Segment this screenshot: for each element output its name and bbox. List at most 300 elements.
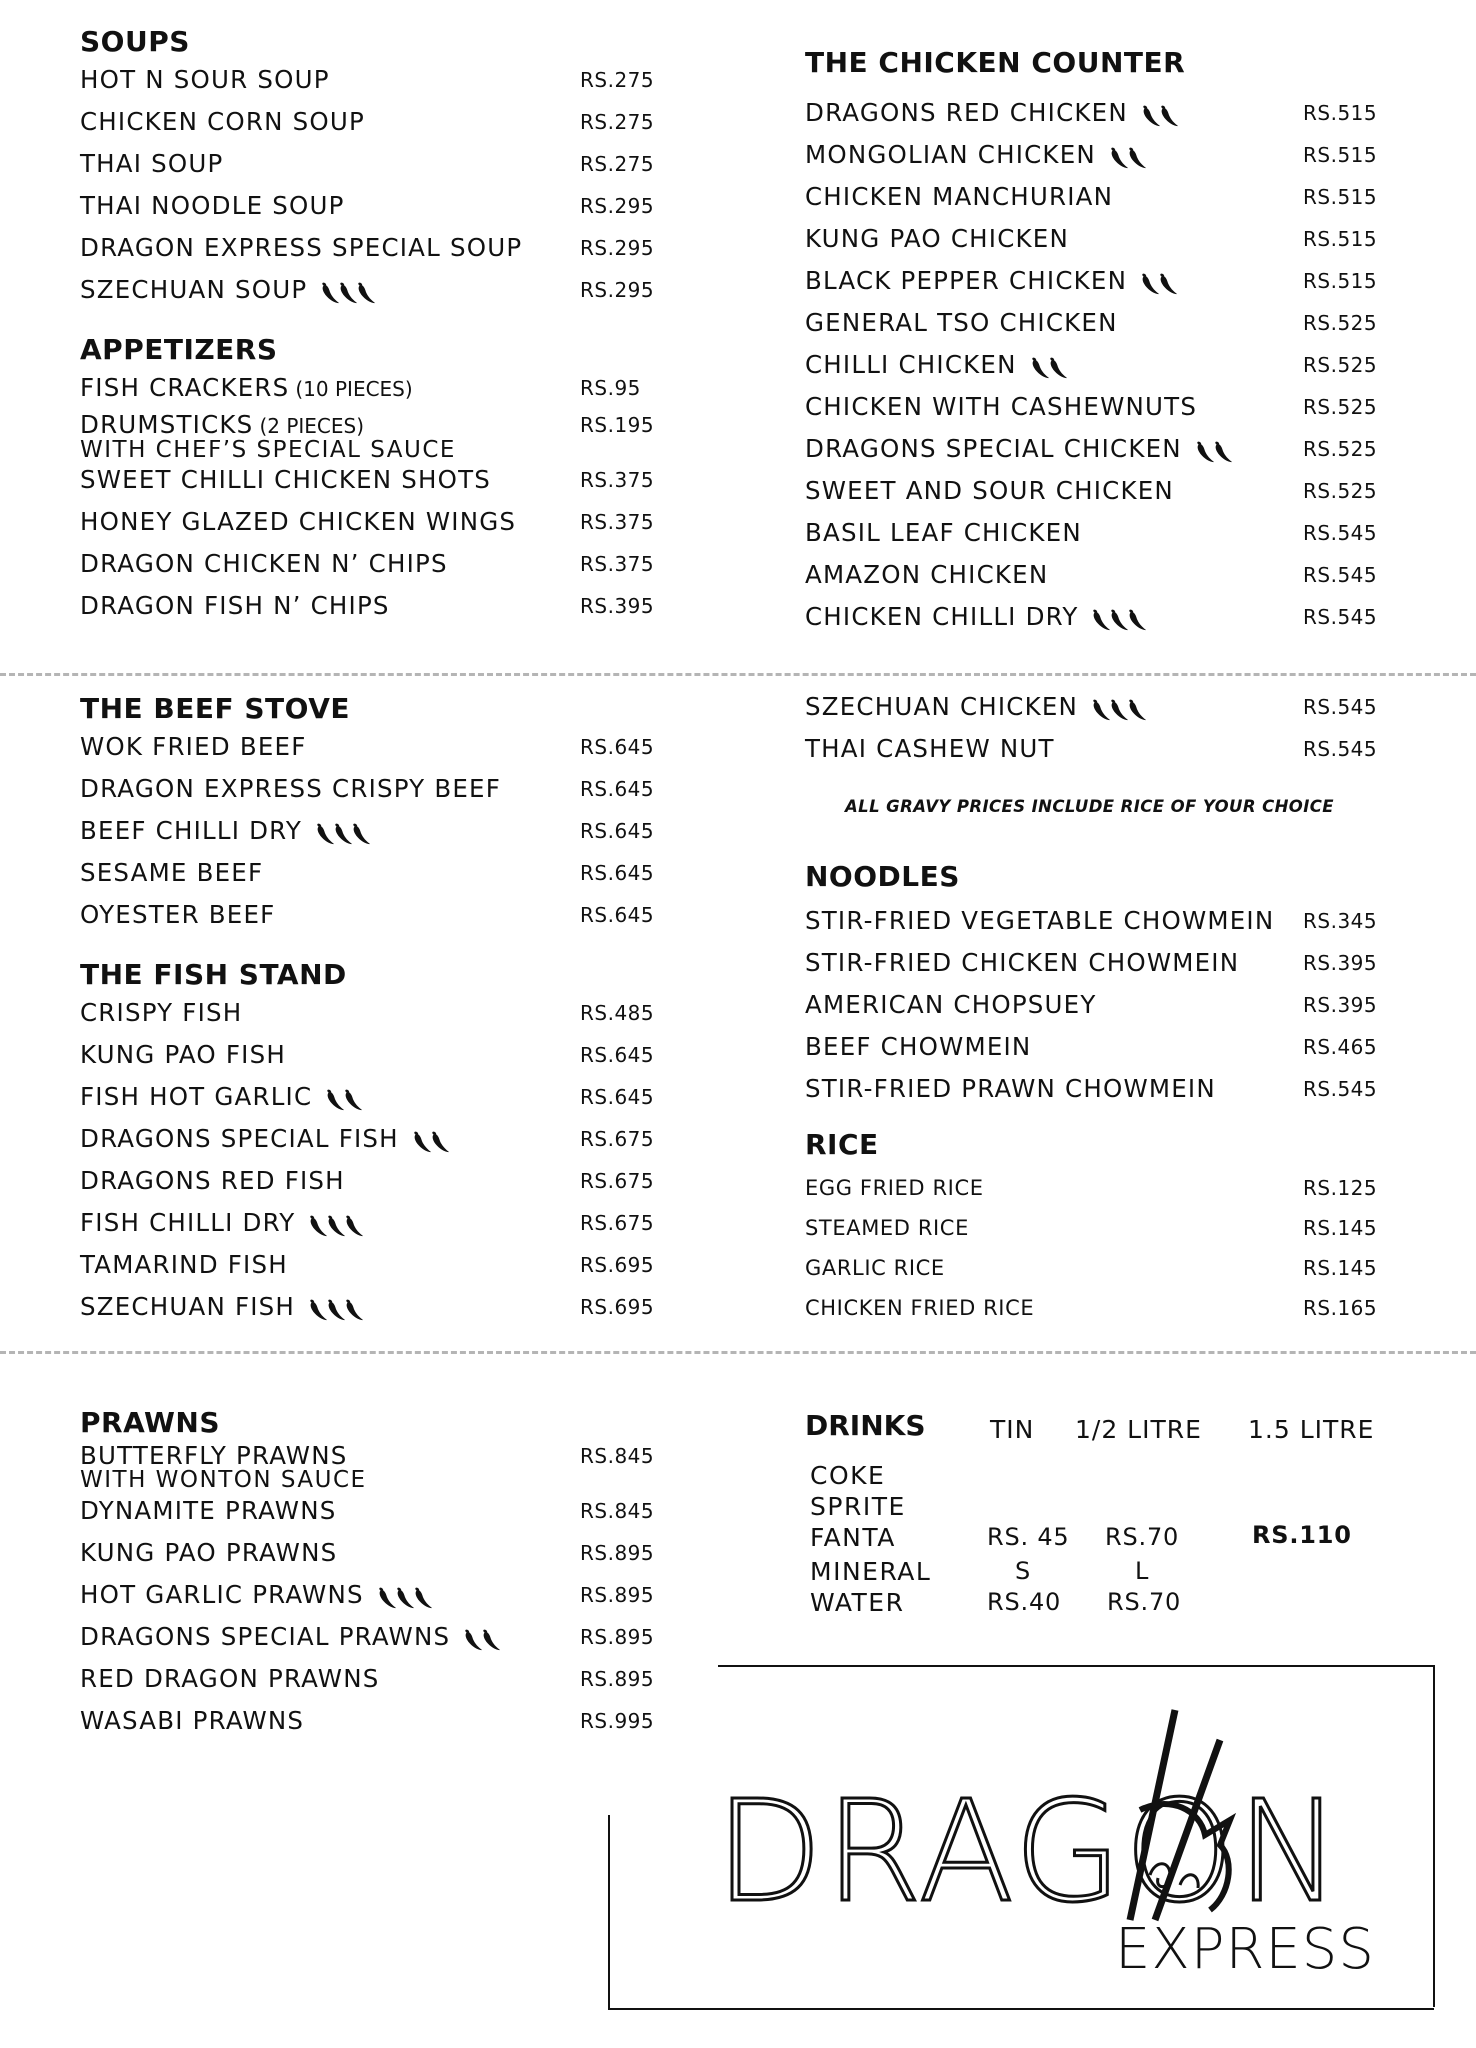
spice-level-icons	[314, 818, 368, 846]
menu-item-price: RS.645	[580, 903, 655, 927]
menu-item	[80, 810, 660, 852]
menu-item	[80, 992, 660, 1034]
dish-name: HOT GARLIC PRAWNS	[80, 1580, 364, 1609]
section-heading: RICE	[805, 1128, 879, 1161]
menu-item-price: RS.545	[1303, 605, 1378, 629]
dish-name: WASABI PRAWNS	[80, 1706, 305, 1735]
dish-name: FISH CHILLI DRY	[80, 1208, 296, 1237]
menu-item-name	[805, 728, 1055, 770]
menu-item	[80, 459, 660, 501]
dish-name: BASIL LEAF CHICKEN	[805, 518, 1082, 547]
drink-fanta: FANTA	[810, 1523, 896, 1552]
menu-item	[805, 984, 1395, 1026]
dish-name: CHICKEN CHILLI DRY	[805, 602, 1079, 631]
spice-level-icons	[307, 1210, 361, 1238]
menu-item-price: RS.995	[580, 1709, 655, 1733]
menu-item-name	[80, 1076, 360, 1118]
menu-item-price: RS.545	[1303, 695, 1378, 719]
menu-item-name	[80, 894, 275, 936]
dish-name: GENERAL TSO CHICKEN	[805, 308, 1118, 337]
menu-item	[805, 1068, 1395, 1110]
menu-item	[805, 386, 1395, 428]
menu-item-price: RS.125	[1303, 1176, 1378, 1200]
dish-name: SZECHUAN FISH	[80, 1292, 296, 1321]
menu-item	[80, 1202, 660, 1244]
dish-name: SESAME BEEF	[80, 858, 264, 887]
section-heading: THE CHICKEN COUNTER	[805, 46, 1186, 79]
dish-name: CRISPY FISH	[80, 998, 243, 1027]
chilli-icon	[343, 1297, 365, 1323]
menu-item-name	[80, 1574, 430, 1616]
section-heading: THE BEEF STOVE	[80, 692, 350, 725]
menu-item	[805, 728, 1395, 770]
dish-name: AMAZON CHICKEN	[805, 560, 1049, 589]
dish-name: CHICKEN WITH CASHEWNUTS	[805, 392, 1198, 421]
dish-name: DRAGON FISH N’ CHIPS	[80, 591, 390, 620]
menu-item-price: RS.485	[580, 1001, 655, 1025]
menu-item	[80, 269, 660, 311]
dish-subtitle: WITH CHEF’S SPECIAL SAUCE	[80, 437, 456, 463]
menu-item	[805, 134, 1395, 176]
price-tin: RS. 45	[987, 1523, 1070, 1551]
dish-name: DRAGON CHICKEN N’ CHIPS	[80, 549, 448, 578]
menu-item-price: RS.545	[1303, 563, 1378, 587]
menu-list	[805, 1168, 1395, 1328]
drink-coke: COKE	[810, 1461, 886, 1490]
menu-item-price: RS.695	[580, 1253, 655, 1277]
menu-item-name	[805, 386, 1197, 428]
chilli-icon	[350, 821, 372, 847]
menu-item-name	[805, 1248, 945, 1288]
dish-name: SZECHUAN CHICKEN	[805, 692, 1079, 721]
spice-level-icons	[1140, 100, 1176, 128]
menu-item-name	[80, 1202, 361, 1244]
drinks-section	[805, 1408, 1405, 1638]
menu-item	[805, 344, 1395, 386]
menu-item	[80, 1160, 660, 1202]
menu-item	[80, 185, 660, 227]
price-one-half-litre: RS.110	[1252, 1521, 1352, 1549]
menu-item-price: RS.895	[580, 1583, 655, 1607]
soups-section	[80, 25, 660, 311]
menu-item-price: RS.675	[580, 1169, 655, 1193]
menu-item-name	[80, 1700, 304, 1742]
menu-item-price: RS.195	[580, 413, 655, 437]
water-size-small: S	[1015, 1557, 1032, 1585]
menu-item-name	[80, 143, 224, 185]
menu-item-name	[80, 768, 501, 810]
dish-name: BUTTERFLY PRAWNS	[80, 1441, 348, 1470]
spice-level-icons	[1194, 436, 1230, 464]
menu-item-price: RS.95	[580, 376, 641, 400]
menu-list	[80, 992, 660, 1328]
menu-item-name	[805, 900, 1274, 942]
menu-item	[805, 260, 1395, 302]
spice-level-icons	[1139, 268, 1175, 296]
menu-item-name	[805, 1168, 984, 1208]
menu-item	[805, 470, 1395, 512]
dragon-express-logo	[700, 1700, 1380, 2000]
menu-item	[805, 302, 1395, 344]
menu-item	[80, 367, 660, 409]
dish-name: DRAGONS SPECIAL PRAWNS	[80, 1622, 451, 1651]
chilli-icon	[1126, 145, 1148, 171]
menu-item-name	[805, 1026, 1031, 1068]
menu-item	[80, 894, 660, 936]
menu-list	[805, 686, 1395, 770]
menu-item-price: RS.645	[580, 777, 655, 801]
menu-item-name	[80, 1286, 361, 1328]
menu-item-name	[80, 101, 365, 143]
menu-item	[80, 1034, 660, 1076]
dish-name: CHICKEN CORN SOUP	[80, 107, 365, 136]
menu-item-price: RS.515	[1303, 269, 1378, 293]
menu-item-name	[80, 269, 373, 311]
menu-item	[80, 1532, 660, 1574]
dish-name: DRAGON EXPRESS CRISPY BEEF	[80, 774, 501, 803]
menu-item	[805, 1248, 1395, 1288]
dish-name: HONEY GLAZED CHICKEN WINGS	[80, 507, 517, 536]
logo-word: DRAGON	[715, 1771, 1344, 1934]
water-price-large: RS.70	[1107, 1588, 1182, 1616]
price-half-litre: RS.70	[1105, 1523, 1180, 1551]
menu-item	[805, 512, 1395, 554]
drinks-col-half-litre: 1/2 LITRE	[1075, 1415, 1202, 1444]
menu-item-name	[80, 1490, 337, 1532]
menu-item-price: RS.645	[580, 819, 655, 843]
dish-name: EGG FRIED RICE	[805, 1176, 984, 1200]
menu-item	[80, 726, 660, 768]
menu-item-price: RS.895	[580, 1625, 655, 1649]
section-heading: SOUPS	[80, 25, 190, 58]
menu-list	[80, 367, 660, 627]
menu-item-price: RS.895	[580, 1541, 655, 1565]
menu-item	[805, 1026, 1395, 1068]
menu-item	[805, 428, 1395, 470]
drinks-col-tin: TIN	[990, 1415, 1035, 1444]
menu-item	[805, 1288, 1395, 1328]
logo-subtitle: EXPRESS	[1115, 1917, 1375, 1982]
dish-name: BLACK PEPPER CHICKEN	[805, 266, 1128, 295]
menu-item-price: RS.395	[1303, 951, 1378, 975]
menu-item-name	[80, 227, 522, 269]
menu-item-price: RS.375	[580, 468, 655, 492]
menu-item-name	[80, 1118, 447, 1160]
chicken-section	[805, 46, 1395, 638]
prawns-section	[80, 1406, 660, 1742]
chilli-icon	[412, 1585, 434, 1611]
menu-item	[805, 218, 1395, 260]
menu-item-name	[805, 428, 1230, 470]
menu-item-name	[805, 92, 1176, 134]
menu-item-price: RS.545	[1303, 737, 1378, 761]
menu-item	[805, 900, 1395, 942]
menu-item-price: RS.145	[1303, 1256, 1378, 1280]
dish-name: SWEET AND SOUR CHICKEN	[805, 476, 1174, 505]
spice-level-icons	[411, 1126, 447, 1154]
dish-name: GARLIC RICE	[805, 1256, 945, 1280]
menu-item-name	[805, 218, 1069, 260]
menu-item	[80, 409, 660, 463]
menu-item-name	[80, 992, 242, 1034]
menu-item-price: RS.295	[580, 236, 655, 260]
dish-name: STIR-FRIED VEGETABLE CHOWMEIN	[805, 906, 1275, 935]
menu-item-price: RS.675	[580, 1127, 655, 1151]
menu-item-price: RS.275	[580, 152, 655, 176]
dish-name: SZECHUAN SOUP	[80, 275, 308, 304]
menu-item-price: RS.645	[580, 1085, 655, 1109]
spice-level-icons	[319, 277, 373, 305]
spice-level-icons	[376, 1582, 430, 1610]
menu-item-price: RS.545	[1303, 1077, 1378, 1101]
menu-item	[80, 543, 660, 585]
menu-item	[80, 227, 660, 269]
menu-item-price: RS.395	[1303, 993, 1378, 1017]
dish-name: STEAMED RICE	[805, 1216, 969, 1240]
drink-sprite: SPRITE	[810, 1492, 906, 1521]
menu-item-price: RS.515	[1303, 227, 1378, 251]
dish-name: KUNG PAO CHICKEN	[805, 224, 1069, 253]
menu-item	[80, 1440, 660, 1493]
menu-item	[805, 686, 1395, 728]
rice-section	[805, 1128, 1395, 1328]
menu-item	[80, 1616, 660, 1658]
menu-item-price: RS.845	[580, 1444, 655, 1468]
menu-item	[80, 101, 660, 143]
menu-item-name	[805, 942, 1239, 984]
spice-level-icons	[307, 1294, 361, 1322]
menu-item-price: RS.165	[1303, 1296, 1378, 1320]
section-heading: THE FISH STAND	[80, 958, 347, 991]
spice-level-icons	[1029, 352, 1065, 380]
menu-item	[80, 768, 660, 810]
menu-item-name	[805, 302, 1118, 344]
menu-item-name	[80, 59, 330, 101]
menu-item-price: RS.645	[580, 1043, 655, 1067]
drinks-heading: DRINKS	[805, 1409, 926, 1442]
menu-item-price: RS.645	[580, 861, 655, 885]
menu-item	[805, 1208, 1395, 1248]
dish-name: THAI SOUP	[80, 149, 224, 178]
menu-item-name	[805, 984, 1097, 1026]
menu-item	[805, 554, 1395, 596]
menu-item-name	[805, 134, 1144, 176]
menu-item-name	[805, 1288, 1034, 1328]
menu-item-name	[80, 1441, 367, 1493]
menu-item-name	[80, 185, 345, 227]
menu-item	[80, 1658, 660, 1700]
menu-item-price: RS.695	[580, 1295, 655, 1319]
dish-name: DRAGON EXPRESS SPECIAL SOUP	[80, 233, 523, 262]
dish-name: STIR-FRIED CHICKEN CHOWMEIN	[805, 948, 1240, 977]
dish-name: CHICKEN MANCHURIAN	[805, 182, 1114, 211]
section-heading: NOODLES	[805, 860, 960, 893]
drinks-col-one-half-litre: 1.5 LITRE	[1248, 1415, 1375, 1444]
menu-list	[80, 726, 660, 936]
spice-level-icons	[462, 1624, 498, 1652]
menu-item-price: RS.895	[580, 1667, 655, 1691]
menu-list	[805, 92, 1395, 638]
dish-name: OYESTER BEEF	[80, 900, 276, 929]
dish-name: BEEF CHOWMEIN	[805, 1032, 1032, 1061]
menu-item-name	[80, 1244, 288, 1286]
dish-name: KUNG PAO PRAWNS	[80, 1538, 338, 1567]
menu-item-price: RS.645	[580, 735, 655, 759]
dish-subtitle: WITH WONTON SAUCE	[80, 1467, 367, 1493]
chilli-icon	[343, 1213, 365, 1239]
portion-qualifier: (10 PIECES)	[295, 377, 413, 401]
menu-item	[805, 942, 1395, 984]
menu-item-name	[80, 1616, 498, 1658]
fish-section	[80, 958, 660, 1328]
menu-item-price: RS.275	[580, 110, 655, 134]
menu-item-name	[80, 1658, 380, 1700]
chilli-icon	[1126, 697, 1148, 723]
menu-item	[80, 1244, 660, 1286]
menu-item-price: RS.525	[1303, 437, 1378, 461]
dish-name: THAI NOODLE SOUP	[80, 191, 345, 220]
dish-name: CHICKEN FRIED RICE	[805, 1296, 1035, 1320]
menu-item	[80, 1574, 660, 1616]
menu-item-name	[805, 512, 1082, 554]
menu-item	[80, 501, 660, 543]
menu-item-price: RS.845	[580, 1499, 655, 1523]
menu-item-price: RS.375	[580, 510, 655, 534]
dish-name: CHILLI CHICKEN	[805, 350, 1017, 379]
menu-item-name	[80, 1532, 337, 1574]
section-heading: APPETIZERS	[80, 333, 278, 366]
chilli-icon	[1047, 355, 1069, 381]
menu-item	[805, 92, 1395, 134]
menu-item-price: RS.515	[1303, 101, 1378, 125]
menu-item	[80, 1118, 660, 1160]
dish-name: DYNAMITE PRAWNS	[80, 1496, 337, 1525]
menu-item-price: RS.275	[580, 68, 655, 92]
beef-section	[80, 692, 660, 936]
dish-name: FISH HOT GARLIC	[80, 1082, 313, 1111]
section-heading: PRAWNS	[80, 1406, 220, 1439]
menu-item-price: RS.295	[580, 278, 655, 302]
water-size-large: L	[1135, 1557, 1150, 1585]
menu-list	[80, 1440, 660, 1742]
spice-level-icons	[1108, 142, 1144, 170]
menu-item-name	[80, 585, 390, 627]
spice-level-icons	[324, 1084, 360, 1112]
menu-item	[80, 143, 660, 185]
menu-item-price: RS.145	[1303, 1216, 1378, 1240]
dish-name: STIR-FRIED PRAWN CHOWMEIN	[805, 1074, 1216, 1103]
menu-item-price: RS.675	[580, 1211, 655, 1235]
menu-item	[80, 1286, 660, 1328]
dish-name: TAMARIND FISH	[80, 1250, 288, 1279]
menu-item-price: RS.525	[1303, 311, 1378, 335]
chilli-icon	[429, 1129, 451, 1155]
menu-item	[805, 596, 1395, 638]
menu-item-price: RS.525	[1303, 395, 1378, 419]
menu-item-name	[805, 1208, 969, 1248]
drink-mineral: MINERAL	[810, 1557, 932, 1586]
drink-water: WATER	[810, 1588, 905, 1617]
menu-list	[80, 59, 660, 311]
menu-list	[805, 900, 1395, 1110]
menu-item-price: RS.525	[1303, 479, 1378, 503]
menu-item-name	[80, 367, 413, 410]
appetizers-section	[80, 333, 660, 627]
dish-name: SWEET CHILLI CHICKEN SHOTS	[80, 465, 492, 494]
menu-item	[80, 59, 660, 101]
menu-item-name	[80, 543, 448, 585]
chilli-icon	[1212, 439, 1234, 465]
menu-item-name	[805, 554, 1048, 596]
chilli-icon	[1157, 271, 1179, 297]
menu-item-price: RS.515	[1303, 143, 1378, 167]
menu-item-name	[80, 810, 368, 852]
right-column	[805, 0, 1395, 1400]
menu-item	[80, 852, 660, 894]
dish-name: FISH CRACKERS	[80, 373, 290, 402]
menu-item	[805, 176, 1395, 218]
dish-name: DRAGONS RED CHICKEN	[805, 98, 1128, 127]
menu-item-name	[80, 1160, 345, 1202]
noodles-section	[805, 860, 1395, 1110]
menu-item-name	[805, 1068, 1216, 1110]
menu-item	[80, 585, 660, 627]
menu-item-price: RS.395	[580, 594, 655, 618]
menu-item-name	[80, 726, 307, 768]
spice-level-icons	[1090, 604, 1144, 632]
menu-item-name	[805, 470, 1174, 512]
menu-item-name	[805, 176, 1113, 218]
menu-item-price: RS.295	[580, 194, 655, 218]
dish-name: AMERICAN CHOPSUEY	[805, 990, 1097, 1019]
dish-name: THAI CASHEW NUT	[805, 734, 1055, 763]
menu-item-price: RS.465	[1303, 1035, 1378, 1059]
menu-item-price: RS.525	[1303, 353, 1378, 377]
dish-name: BEEF CHILLI DRY	[80, 816, 303, 845]
menu-item	[80, 1490, 660, 1532]
water-price-small: RS.40	[987, 1588, 1062, 1616]
menu-item-name	[80, 852, 263, 894]
menu-item-name	[805, 596, 1144, 638]
dish-name: RED DRAGON PRAWNS	[80, 1664, 380, 1693]
dish-name: DRUMSTICKS	[80, 410, 254, 439]
dish-name: MONGOLIAN CHICKEN	[805, 140, 1096, 169]
menu-item-name	[80, 1034, 286, 1076]
menu-item-name	[805, 260, 1175, 302]
portion-qualifier: (2 PIECES)	[259, 414, 365, 438]
spice-level-icons	[1090, 694, 1144, 722]
dish-name: KUNG PAO FISH	[80, 1040, 286, 1069]
menu-item-price: RS.375	[580, 552, 655, 576]
left-column	[80, 0, 660, 1800]
menu-item	[80, 1076, 660, 1118]
chilli-icon	[1158, 103, 1180, 129]
dish-name: DRAGONS RED FISH	[80, 1166, 345, 1195]
menu-item	[80, 1700, 660, 1742]
chicken-section-continued	[805, 686, 1395, 770]
menu-item-name	[80, 501, 516, 543]
gravy-note: ALL GRAVY PRICES INCLUDE RICE OF YOUR CHOICE	[845, 797, 1334, 816]
menu-item-name	[805, 344, 1065, 386]
menu-item-name	[80, 410, 456, 463]
chilli-icon	[480, 1627, 502, 1653]
menu-item-price: RS.345	[1303, 909, 1378, 933]
dish-name: HOT N SOUR SOUP	[80, 65, 330, 94]
menu-item-price: RS.515	[1303, 185, 1378, 209]
chilli-icon	[342, 1087, 364, 1113]
dish-name: DRAGONS SPECIAL FISH	[80, 1124, 399, 1153]
menu-item-name	[80, 459, 491, 501]
